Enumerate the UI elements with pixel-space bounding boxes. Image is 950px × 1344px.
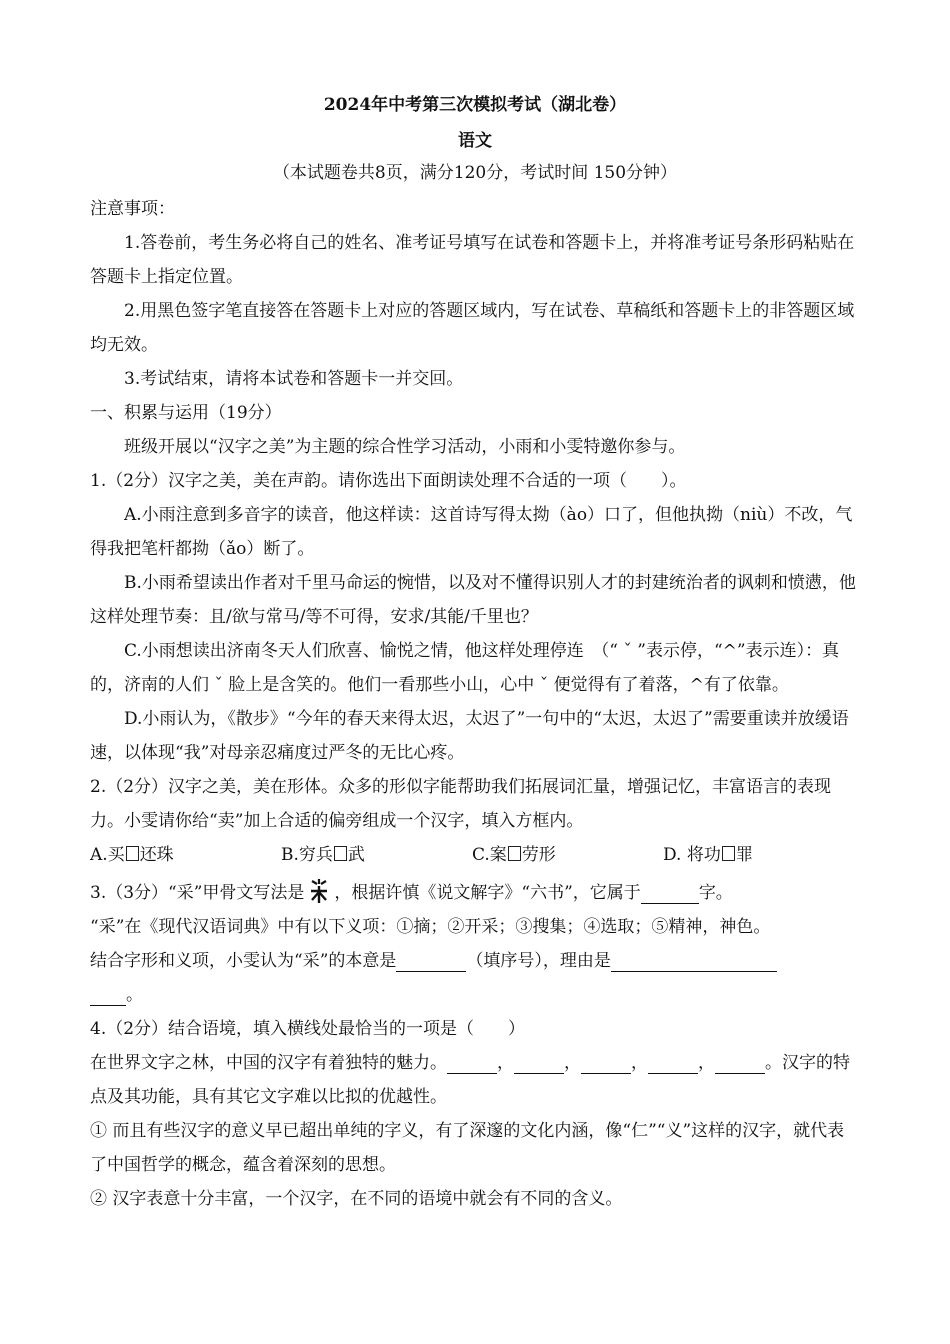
q3-line-4: 。: [90, 978, 860, 1012]
q4-blank-1: [447, 1051, 497, 1074]
notice-item-1: 1.答卷前，考生务必将自己的姓名、准考证号填写在试卷和答题卡上，并将准考证号条形码粘贴在答题卡上指定位置。: [90, 233, 855, 287]
q4-blank-4: [648, 1051, 698, 1074]
q2-options: [90, 838, 860, 872]
q3-blank-2: [396, 949, 466, 972]
q2-stem: 2.（2分）汉字之美，美在形体。众多的形似字能帮助我们拓展词汇量，增强记忆，丰富语言的表现力。小雯请你给“卖”加上合适的偏旁组成一个汉字，填入方框内。: [90, 777, 832, 831]
exam-title: 2024年中考第三次模拟考试（湖北卷）: [323, 95, 627, 115]
notice-heading: 注意事项：: [90, 199, 175, 219]
q3-line-1: 3.（3分）“采”甲骨文写法是 ，根据许慎《说文解字》“六书”，它属于 字。: [90, 876, 860, 910]
answer-box: [508, 846, 521, 861]
q2-option-d: D. 将功 罪: [663, 845, 753, 865]
notice-item-3: 3.考试结束，请将本试卷和答题卡一并交回。: [124, 369, 464, 389]
exam-meta: （本试题卷共8页，满分120分，考试时间 150分钟）: [272, 163, 678, 183]
q4-context: 在世界文字之林，中国的汉字有着独特的魅力。 ， ， ， ， 。汉字的特点及其功能，具有其它文字难以比拟的优越性。: [90, 1053, 850, 1107]
q4-blank-5: [715, 1051, 765, 1074]
section-heading: 一、积累与运用（19分）: [90, 403, 282, 423]
section-intro: 班级开展以“汉字之美”为主题的综合性学习活动，小雨和小雯特邀你参与。: [124, 437, 686, 457]
q2-option-b: B.穷兵 武: [281, 845, 365, 865]
q1-option-d: D.小雨认为，《散步》“今年的春天来得太迟，太迟了”一句中的“太迟，太迟了”需要重读并放缓语速，以体现“我”对母亲忍痛度过严冬的无比心疼。: [90, 709, 849, 763]
q1-option-b: B.小雨希望读出作者对千里马命运的惋惜，以及对不懂得识别人才的封建统治者的讽刺和愤懑，他这样处理节奏：且/欲与常马/等不可得，安求/其能/千里也？: [90, 573, 856, 627]
q2-option-c: C.案 劳形: [472, 845, 556, 865]
q1-option-c: C.小雨想读出济南冬天人们欣喜、愉悦之情，他这样处理停连 （“ ˇ ”表示停，“^”表示连）：真的，济南的人们 ˇ 脸上是含笑的。他们一看那些小山，心中 ˇ 便觉得有了着落，^有了依靠。: [90, 641, 840, 695]
q4-option-1: ① 而且有些汉字的意义早已超出单纯的字义，有了深邃的文化内涵，像“仁”“义”这样的汉字，就代表了中国哲学的概念，蕴含着深刻的思想。: [90, 1121, 845, 1175]
answer-box: [722, 846, 735, 861]
q2-option-a: A.买 还珠: [90, 845, 174, 865]
q1-option-a: A.小雨注意到多音字的读音，他这样读：这首诗写得太拗（ào）口了，但他执拗（niù）不改，气得我把笔杆都拗（ǎo）断了。: [90, 505, 853, 559]
notice-item-2: 2.用黑色签字笔直接答在答题卡上对应的答题区域内，写在试卷、草稿纸和答题卡上的非答题区域均无效。: [90, 301, 855, 355]
q4-option-2: ② 汉字表意十分丰富，一个汉字，在不同的语境中就会有不同的含义。: [90, 1189, 623, 1209]
q4-blank-2: [514, 1051, 564, 1074]
exam-body: [90, 192, 860, 1216]
answer-box: [334, 846, 347, 861]
answer-box: [126, 846, 139, 861]
oracle-bone-cai-glyph: [308, 878, 330, 904]
q1-stem: 1.（2分）汉字之美，美在声韵。请你选出下面朗读处理不合适的一项（ ）。: [90, 471, 687, 491]
q3-blank-1: [641, 881, 699, 904]
q4-blank-3: [581, 1051, 631, 1074]
q3-line-2: “采”在《现代汉语词典》中有以下义项：①摘；②开采；③搜集；④选取；⑤精神，神色。: [90, 917, 771, 937]
q3-blank-3-cont: [90, 983, 126, 1006]
q3-line-3: 结合字形和义项，小雯认为“采”的本意是 （填序号），理由是: [90, 944, 860, 978]
q3-blank-3: [611, 949, 777, 972]
subject-title: 语文: [458, 131, 492, 151]
q4-stem: 4.（2分）结合语境，填入横线处最恰当的一项是（ ）: [90, 1019, 526, 1039]
